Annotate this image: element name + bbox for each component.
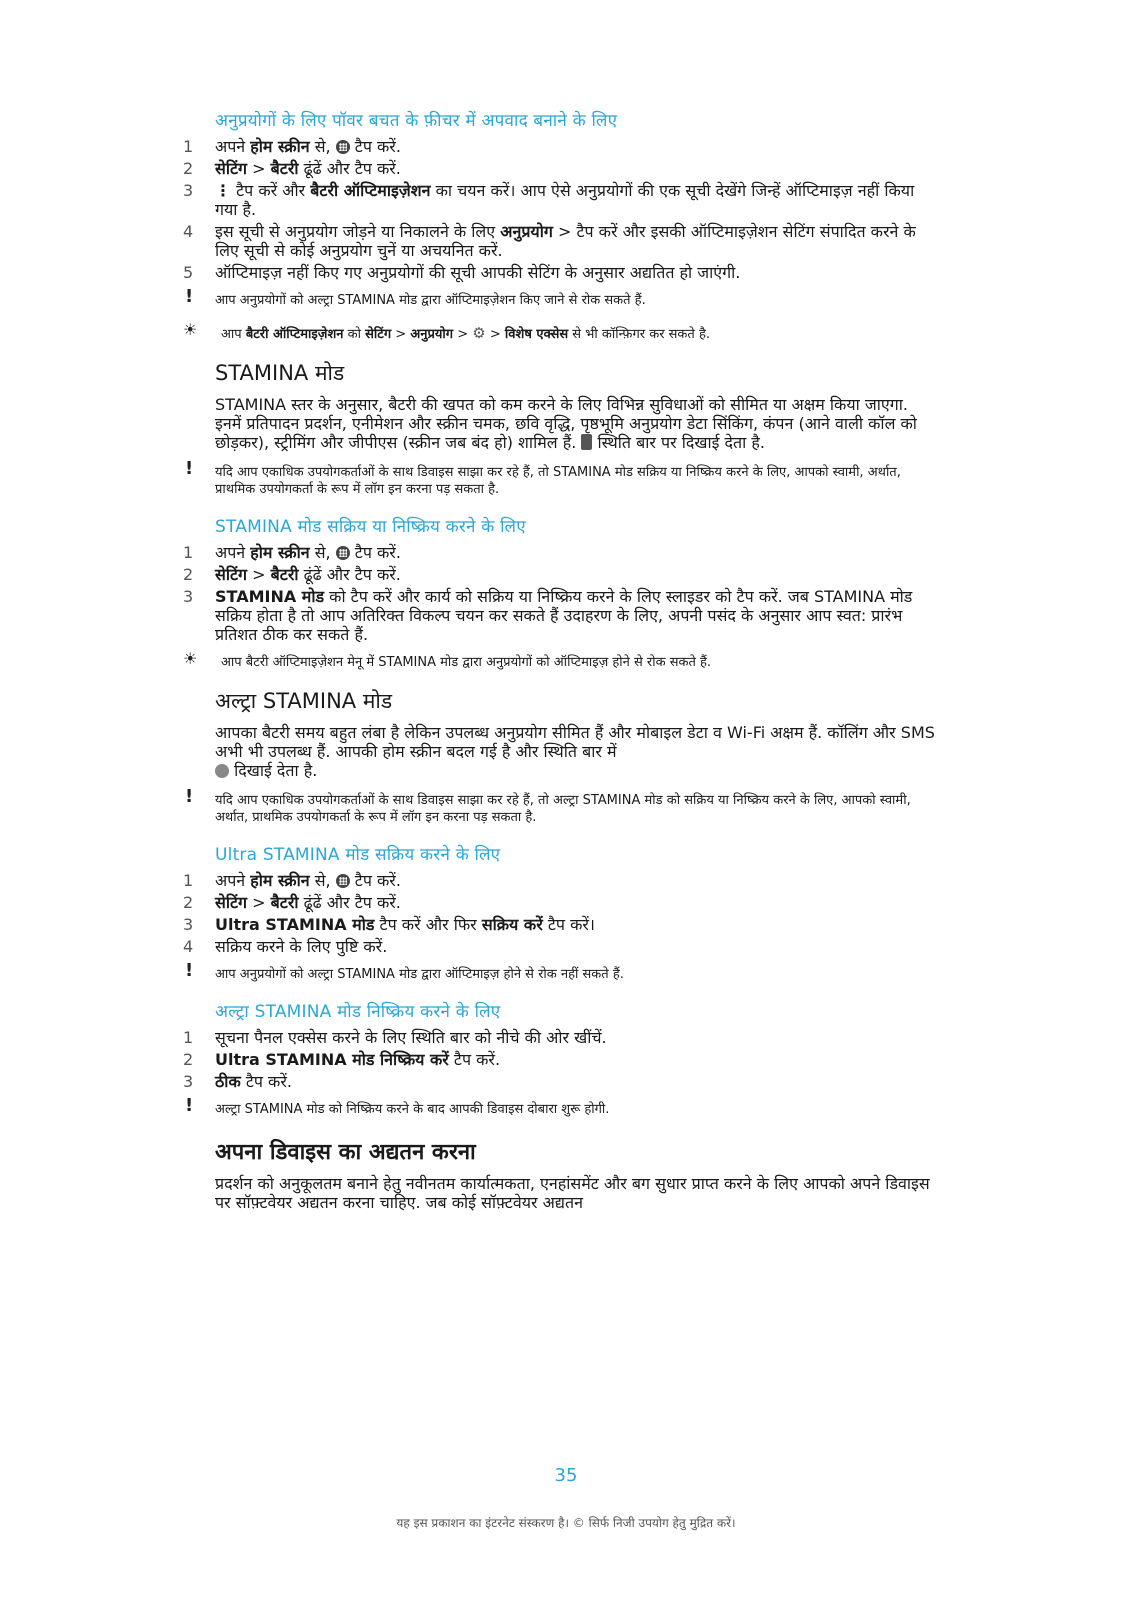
- step-text: टैप करें।: [542, 915, 595, 934]
- step-item: [183, 587, 935, 644]
- step-bold: बैटरी ऑप्टिमाइज़ेशन: [310, 181, 431, 200]
- step-item: [183, 159, 935, 178]
- tip-text: से भी कॉन्फ़िगर कर सकते है.: [568, 327, 710, 342]
- note-text: यदि आप एकाधिक उपयोगकर्ताओं के साथ डिवाइस साझा कर रहे हैं, तो अल्ट्रा STAMINA मोड को सक्रिय या निष्क्रिय करने के लिए, आपको स्वामी, अर्थात, प्राथमिक उपयोगकर्ता के रूप में लॉग इन करना पड़ सकता है.: [215, 793, 911, 825]
- step-number: 5: [183, 263, 194, 282]
- step-number: 3: [183, 1072, 194, 1091]
- step-item: [183, 915, 935, 934]
- step-item: [183, 871, 935, 890]
- step-number: 3: [183, 587, 194, 606]
- stamina-description: [215, 395, 935, 452]
- exclamation-icon: !: [185, 458, 194, 479]
- step-number: 2: [183, 565, 194, 584]
- tip-bold: विशेष एक्सेस: [504, 327, 569, 342]
- step-text: टैप करें.: [349, 137, 401, 156]
- step-text: टैप करें.: [448, 1050, 501, 1069]
- steps-ultra-deactivate: [183, 1028, 935, 1091]
- step-number: 1: [183, 871, 194, 890]
- step-text: अपने: [215, 871, 251, 890]
- steps-stamina: [183, 543, 935, 644]
- step-text: ढूंढें और टैप करें.: [298, 565, 401, 584]
- step-item: [183, 565, 935, 584]
- lightbulb-icon: ☀: [183, 649, 198, 668]
- step-bold: STAMINA मोड: [215, 587, 325, 606]
- step-text: ऑप्टिमाइज़ नहीं किए गए अनुप्रयोगों की सूची आपकी सेटिंग के अनुसार अद्यतित हो जाएंगी.: [215, 263, 741, 282]
- exclamation-icon: !: [185, 1095, 194, 1116]
- step-text: सक्रिय करने के लिए पुष्टि करें.: [215, 937, 388, 956]
- step-item: [183, 893, 935, 912]
- step-number: 2: [183, 159, 194, 178]
- step-bold: सेटिंग: [215, 565, 248, 584]
- tip: [183, 320, 935, 343]
- step-bold: होम स्क्रीन: [250, 871, 310, 890]
- step-text: टैप करें.: [349, 871, 401, 890]
- note-text: आप अनुप्रयोगों को अल्ट्रा STAMINA मोड द्वारा ऑप्टिमाइज़ होने से रोक नहीं सकते हैं.: [215, 967, 624, 982]
- apps-icon: [336, 874, 350, 888]
- para-text: स्थिति बार पर दिखाई देता है.: [592, 433, 765, 452]
- note: [185, 458, 935, 498]
- section-title-stamina: STAMINA मोड: [215, 361, 345, 385]
- section-title-ultra-stamina: अल्ट्रा STAMINA मोड: [215, 689, 393, 713]
- step-number: 2: [183, 893, 194, 912]
- subheading-ultra-deactivate: अल्ट्रा STAMINA मोड निष्क्रिय करने के लिए: [215, 1002, 501, 1022]
- para-text: STAMINA स्तर के अनुसार, बैटरी की खपत को कम करने के लिए विभिन्न सुविधाओं को सीमित या अक्षम किया जाएगा. इनमें प्रतिपादन प्रदर्शन, एनीमेशन और स्क्रीन चमक, छवि वृद्धि, पृष्ठभूमि अनुप्रयोग डेटा सिंकिंग, कंपन (आने वाली कॉल को छोड़कर), स्ट्रीमिंग और जीपीएस (स्क्रीन जब बंद हो) शामिल हैं.: [215, 395, 917, 452]
- tip-bold: अनुप्रयोग: [410, 327, 454, 342]
- step-text: इस सूची से अनुप्रयोग जोड़ने या निकालने के लिए: [215, 222, 501, 241]
- step-item: [183, 222, 935, 260]
- tip-text: को: [343, 327, 366, 342]
- step-text: से,: [309, 137, 336, 156]
- step-bold: Ultra STAMINA मोड: [215, 915, 375, 934]
- footer-text: यह इस प्रकाशन का इंटरनेट संस्करण है। © सिर्फ निजी उपयोग हेतु मुद्रित करें।: [396, 1516, 736, 1530]
- step-text: > टैप करें और इसकी ऑप्टिमाइज़ेशन सेटिंग संपादित करने के लिए सूची से कोई अनुप्रयोग चुनें या अचयनित करें.: [215, 222, 916, 260]
- apps-icon: [336, 546, 350, 560]
- step-number: 2: [183, 1050, 194, 1069]
- apps-icon: [336, 140, 350, 154]
- step-text: से,: [309, 871, 336, 890]
- gear-icon: ⚙: [472, 324, 486, 342]
- exclamation-icon: !: [185, 960, 194, 981]
- ultra-stamina-description: [215, 723, 935, 780]
- tip-bold: बैटरी ऑप्टिमाइज़ेशन: [245, 327, 344, 342]
- step-bold: होम स्क्रीन: [250, 543, 310, 562]
- step-item: [183, 1050, 935, 1069]
- note: [185, 960, 935, 983]
- step-number: 4: [183, 937, 194, 956]
- step-text: ढूंढें और टैप करें.: [298, 159, 401, 178]
- step-text: ढूंढें और टैप करें.: [298, 893, 401, 912]
- step-bold: होम स्क्रीन: [250, 137, 310, 156]
- step-bold: बैटरी: [270, 159, 299, 178]
- step-number: 4: [183, 222, 194, 241]
- ultra-stamina-icon: [215, 764, 229, 778]
- tip-bold: सेटिंग: [365, 327, 392, 342]
- tip-text: आप बैटरी ऑप्टिमाइज़ेशन मेनू में STAMINA मोड द्वारा अनुप्रयोगों को ऑप्टिमाइज़ होने से रोक सकते हैं.: [221, 655, 712, 670]
- step-text: टैप करें.: [240, 1072, 292, 1091]
- step-number: 3: [183, 181, 194, 200]
- step-bold: ठीक: [215, 1072, 241, 1091]
- step-bold: बैटरी: [270, 565, 299, 584]
- step-text: का चयन करें। आप ऐसे अनुप्रयोगों की एक सूची देखेंगे जिन्हें ऑप्टिमाइज़ नहीं किया गया है.: [215, 181, 915, 219]
- step-item: [183, 1028, 935, 1047]
- page-content: [183, 108, 935, 1224]
- step-text: टैप करें और फिर: [374, 915, 482, 934]
- step-text: को टैप करें और कार्य को सक्रिय या निष्क्रिय करने के लिए स्लाइडर को टैप करें. जब STAMINA मोड सक्रिय होता है तो आप अतिरिक्त विकल्प चयन कर सकते हैं उदाहरण के लिए, अपनी पसंद के अनुसार आप स्वत: प्रारंभ प्रतिशत ठीक कर सकते हैं.: [215, 587, 913, 644]
- step-item: [183, 543, 935, 562]
- update-description: प्रदर्शन को अनुकूलतम बनाने हेतु नवीनतम कार्यात्मकता, एनहांसमेंट और बग सुधार प्राप्त करने के लिए आपको अपने डिवाइस पर सॉफ़्टवेयर अद्यतन करना चाहिए. जब कोई सॉफ़्टवेयर अद्यतन: [215, 1174, 930, 1212]
- lightbulb-icon: ☀: [183, 320, 198, 339]
- step-number: 1: [183, 1028, 194, 1047]
- exclamation-icon: !: [185, 786, 194, 807]
- step-text: से,: [309, 543, 336, 562]
- battery-stamina-icon: [581, 434, 592, 450]
- tip-text: >: [391, 327, 411, 342]
- note-text: अल्ट्रा STAMINA मोड को निष्क्रिय करने के बाद आपकी डिवाइस दोबारा शुरू होगी.: [215, 1102, 610, 1117]
- step-text: >: [247, 565, 271, 584]
- steps-ultra-activate: [183, 871, 935, 956]
- para-text: आपका बैटरी समय बहुत लंबा है लेकिन उपलब्ध अनुप्रयोग सीमित हैं और मोबाइल डेटा व Wi-Fi अक्षम हैं. कॉलिंग और SMS अभी भी उपलब्ध हैं. आपकी होम स्क्रीन बदल गई है और स्थिति बार में: [215, 723, 935, 761]
- note: [185, 786, 935, 826]
- step-text: >: [247, 159, 271, 178]
- page-number: 35: [554, 1465, 578, 1486]
- subheading-power-saving-exceptions: अनुप्रयोगों के लिए पॉवर बचत के फ़ीचर में अपवाद बनाने के लिए: [215, 111, 618, 131]
- tip: [183, 649, 935, 671]
- step-text: अपने: [215, 543, 251, 562]
- step-bold: सक्रिय करें: [481, 915, 543, 934]
- step-bold: अनुप्रयोग: [500, 222, 553, 241]
- step-bold: सेटिंग: [215, 159, 248, 178]
- tip-text: >: [453, 327, 473, 342]
- step-item: [183, 181, 935, 219]
- step-item: [183, 937, 935, 956]
- step-text: टैप करें और: [231, 181, 311, 200]
- note-text: यदि आप एकाधिक उपयोगकर्ताओं के साथ डिवाइस साझा कर रहे हैं, तो STAMINA मोड सक्रिय या निष्क्रिय करने के लिए, आपको स्वामी, अर्थात, प्राथमिक उपयोगकर्ता के रूप में लॉग इन करना पड़ सकता है.: [215, 465, 901, 497]
- step-bold: Ultra STAMINA मोड निष्क्रिय करें: [215, 1050, 449, 1069]
- step-text: टैप करें.: [349, 543, 401, 562]
- tip-text: >: [485, 327, 505, 342]
- para-text: दिखाई देता है.: [229, 761, 318, 780]
- step-number: 3: [183, 915, 194, 934]
- step-number: 1: [183, 543, 194, 562]
- note: [185, 1095, 935, 1118]
- note: [185, 286, 935, 309]
- step-item: [183, 1072, 935, 1091]
- tip-text: आप: [221, 327, 246, 342]
- subheading-stamina-toggle: STAMINA मोड सक्रिय या निष्क्रिय करने के लिए: [215, 517, 526, 537]
- step-text: सूचना पैनल एक्सेस करने के लिए स्थिति बार को नीचे की ओर खींचें.: [215, 1028, 607, 1047]
- subheading-ultra-activate: Ultra STAMINA मोड सक्रिय करने के लिए: [215, 845, 501, 865]
- section-title-update-device: अपना डिवाइस का अद्यतन करना: [215, 1140, 476, 1165]
- step-bold: बैटरी: [270, 893, 299, 912]
- steps-power-saving: [183, 137, 935, 282]
- exclamation-icon: !: [185, 286, 194, 307]
- step-bold: सेटिंग: [215, 893, 248, 912]
- more-options-icon: ⋮: [215, 181, 231, 200]
- step-item: [183, 137, 935, 156]
- step-text: >: [247, 893, 271, 912]
- step-text: अपने: [215, 137, 251, 156]
- step-number: 1: [183, 137, 194, 156]
- note-text: आप अनुप्रयोगों को अल्ट्रा STAMINA मोड द्वारा ऑप्टिमाइज़ेशन किए जाने से रोक सकते हैं.: [215, 293, 646, 308]
- step-item: [183, 263, 935, 282]
